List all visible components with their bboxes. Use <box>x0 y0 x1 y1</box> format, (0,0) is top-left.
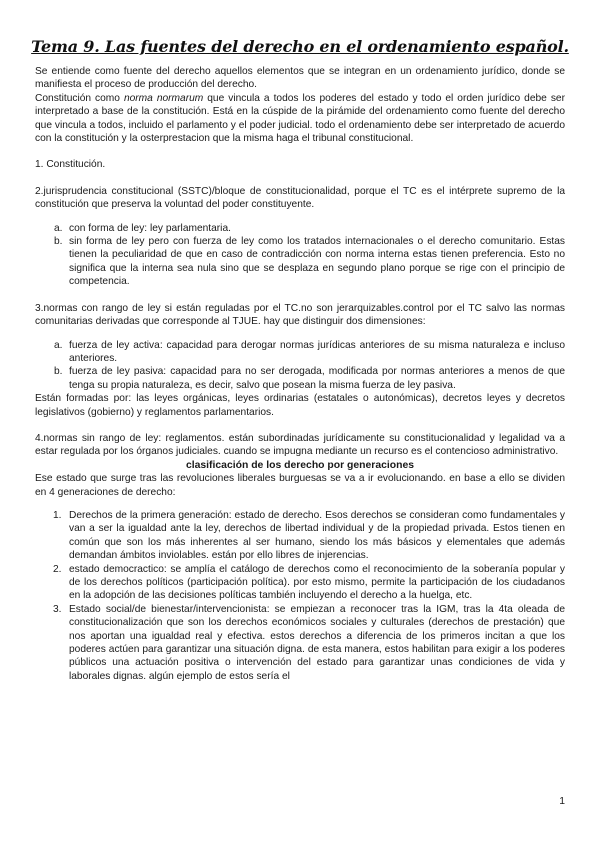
list-item: b. sin forma de ley pero con fuerza de ley como los tratados internacionales o el derecho comunitario. Estas tienen la peculiaridad de que en caso de contradicción con norma interna estas tienen preferencia. Esto no significa que la interna sea nula sino que se desplaza en segundo plano porque se rige con el principio de competencia. <box>54 236 565 288</box>
list-item: b. fuerza de ley pasiva: capacidad para no ser derogada, modificada por normas anteriores a menos de que tenga su propia naturaleza, es decir, salvo que posean la misma fuerza de ley pasiva. <box>54 366 565 391</box>
section-3-list <box>35 339 565 393</box>
section-2-paragraph: 2.jurisprudencia constitucional (SSTC)/bloque de constitucionalidad, porque el TC es el intérprete supremo de la constitución que preserva la voluntad del poder constituyente. <box>35 185 565 211</box>
section-3-after: Están formadas por: las leyes orgánicas, leyes ordinarias (estatales o autonómicas), decretos leyes y decretos legislativos (gobierno) y reglamentos parlamentarios. <box>35 393 565 418</box>
list-item: 2. estado democractico: se amplía el catálogo de derechos como el reconocimiento de la soberanía popular y de los derechos políticos (participación política). por esto mismo, permite la participación de los ciudadanos en la adopción de las decisiones políticas también incluyendo el derecho a la huelga, etc. <box>53 563 565 602</box>
constitution-paragraph: Constitución como norma normarum que vincula a todos los poderes del estado y todo el orden jurídico debe ser interpretado a base de la constitución. Está en la cúspide de la pirámide del ordenamiento como fuente del derecho que vincula a todos, incluido el parlamento y el poder judicial. todo el ordenamiento debe ser interpretado de acuerdo con la constitución y la osterprestacion que la misma haga el tribunal constitucional. <box>35 92 565 145</box>
section-4-paragraph: 4.normas sin rango de ley: reglamentos. están subordinadas jurídicamente su constitucionalidad y legalidad va a estar regulada por los órganos judiciales. cuando se impugna mediante un recurso es el contencioso administrativo. <box>35 432 565 458</box>
section-3-paragraph: 3.normas con rango de ley si están reguladas por el TC.no son jerarquizables.control por el TC salvo las normas comunitarias derivadas que corresponde al TJUE. hay que distinguir dos dimensiones: <box>35 302 565 328</box>
norma-normarum-term: norma normarum <box>123 92 204 104</box>
page-number: 1 <box>559 796 565 807</box>
list-item: 1. Derechos de la primera generación: estado de derecho. Esos derechos se consideran como fundamentales y van a ser la igualdad ante la ley, derechos de libertad individual y de la propiedad privada. Estos tienen en común que son los más inherentes al ser humano, siendo los más básicos y elementales que además demandan ámbitos inviolables. están por ello libres de injerencias. <box>53 509 565 562</box>
list-item: a. fuerza de ley activa: capacidad para derogar normas jurídicas anteriores de su misma naturaleza e incluso anteriores. <box>54 339 565 364</box>
list-item: a. con forma de ley: ley parlamentaria. <box>54 222 231 234</box>
page-title: Tema 9. Las fuentes del derecho en el ordenamiento español. <box>31 37 569 56</box>
intro-paragraph: Se entiende como fuente del derecho aquellos elementos que se integran en un ordenamiento jurídico, donde se manifiesta el proceso de producción del derecho. <box>35 66 565 91</box>
list-item: 3. Estado social/de bienestar/intervencionista: se empiezan a reconocer tras la IGM, tras la 4ta oleada de constitucionalización que son los derechos económicos sociales y culturales (derechos de prestación) que nos aportan una igualdad real y efectiva. estos derechos a diferencia de los primeros incitan a que los poderes actúen para garantizar una situación digna. de esta manera, estos habilitan para exigir a los poderes públicos una actuación positiva o intervención del estado para garantizar unas condiciones de vida y laborales dignas. algún ejemplo de estos sería el <box>53 603 565 682</box>
generaciones-intro: Ese estado que surge tras las revoluciones liberales burguesas se va a ir evolucionando. en base a ello se dividen en 4 generaciones de derecho: <box>35 473 565 498</box>
section-1: 1. Constitución. <box>35 159 106 171</box>
section-2-list <box>35 222 565 289</box>
document-body <box>35 65 565 683</box>
generaciones-heading: clasificación de los derecho por generaciones <box>185 459 415 471</box>
generaciones-list <box>35 509 565 683</box>
